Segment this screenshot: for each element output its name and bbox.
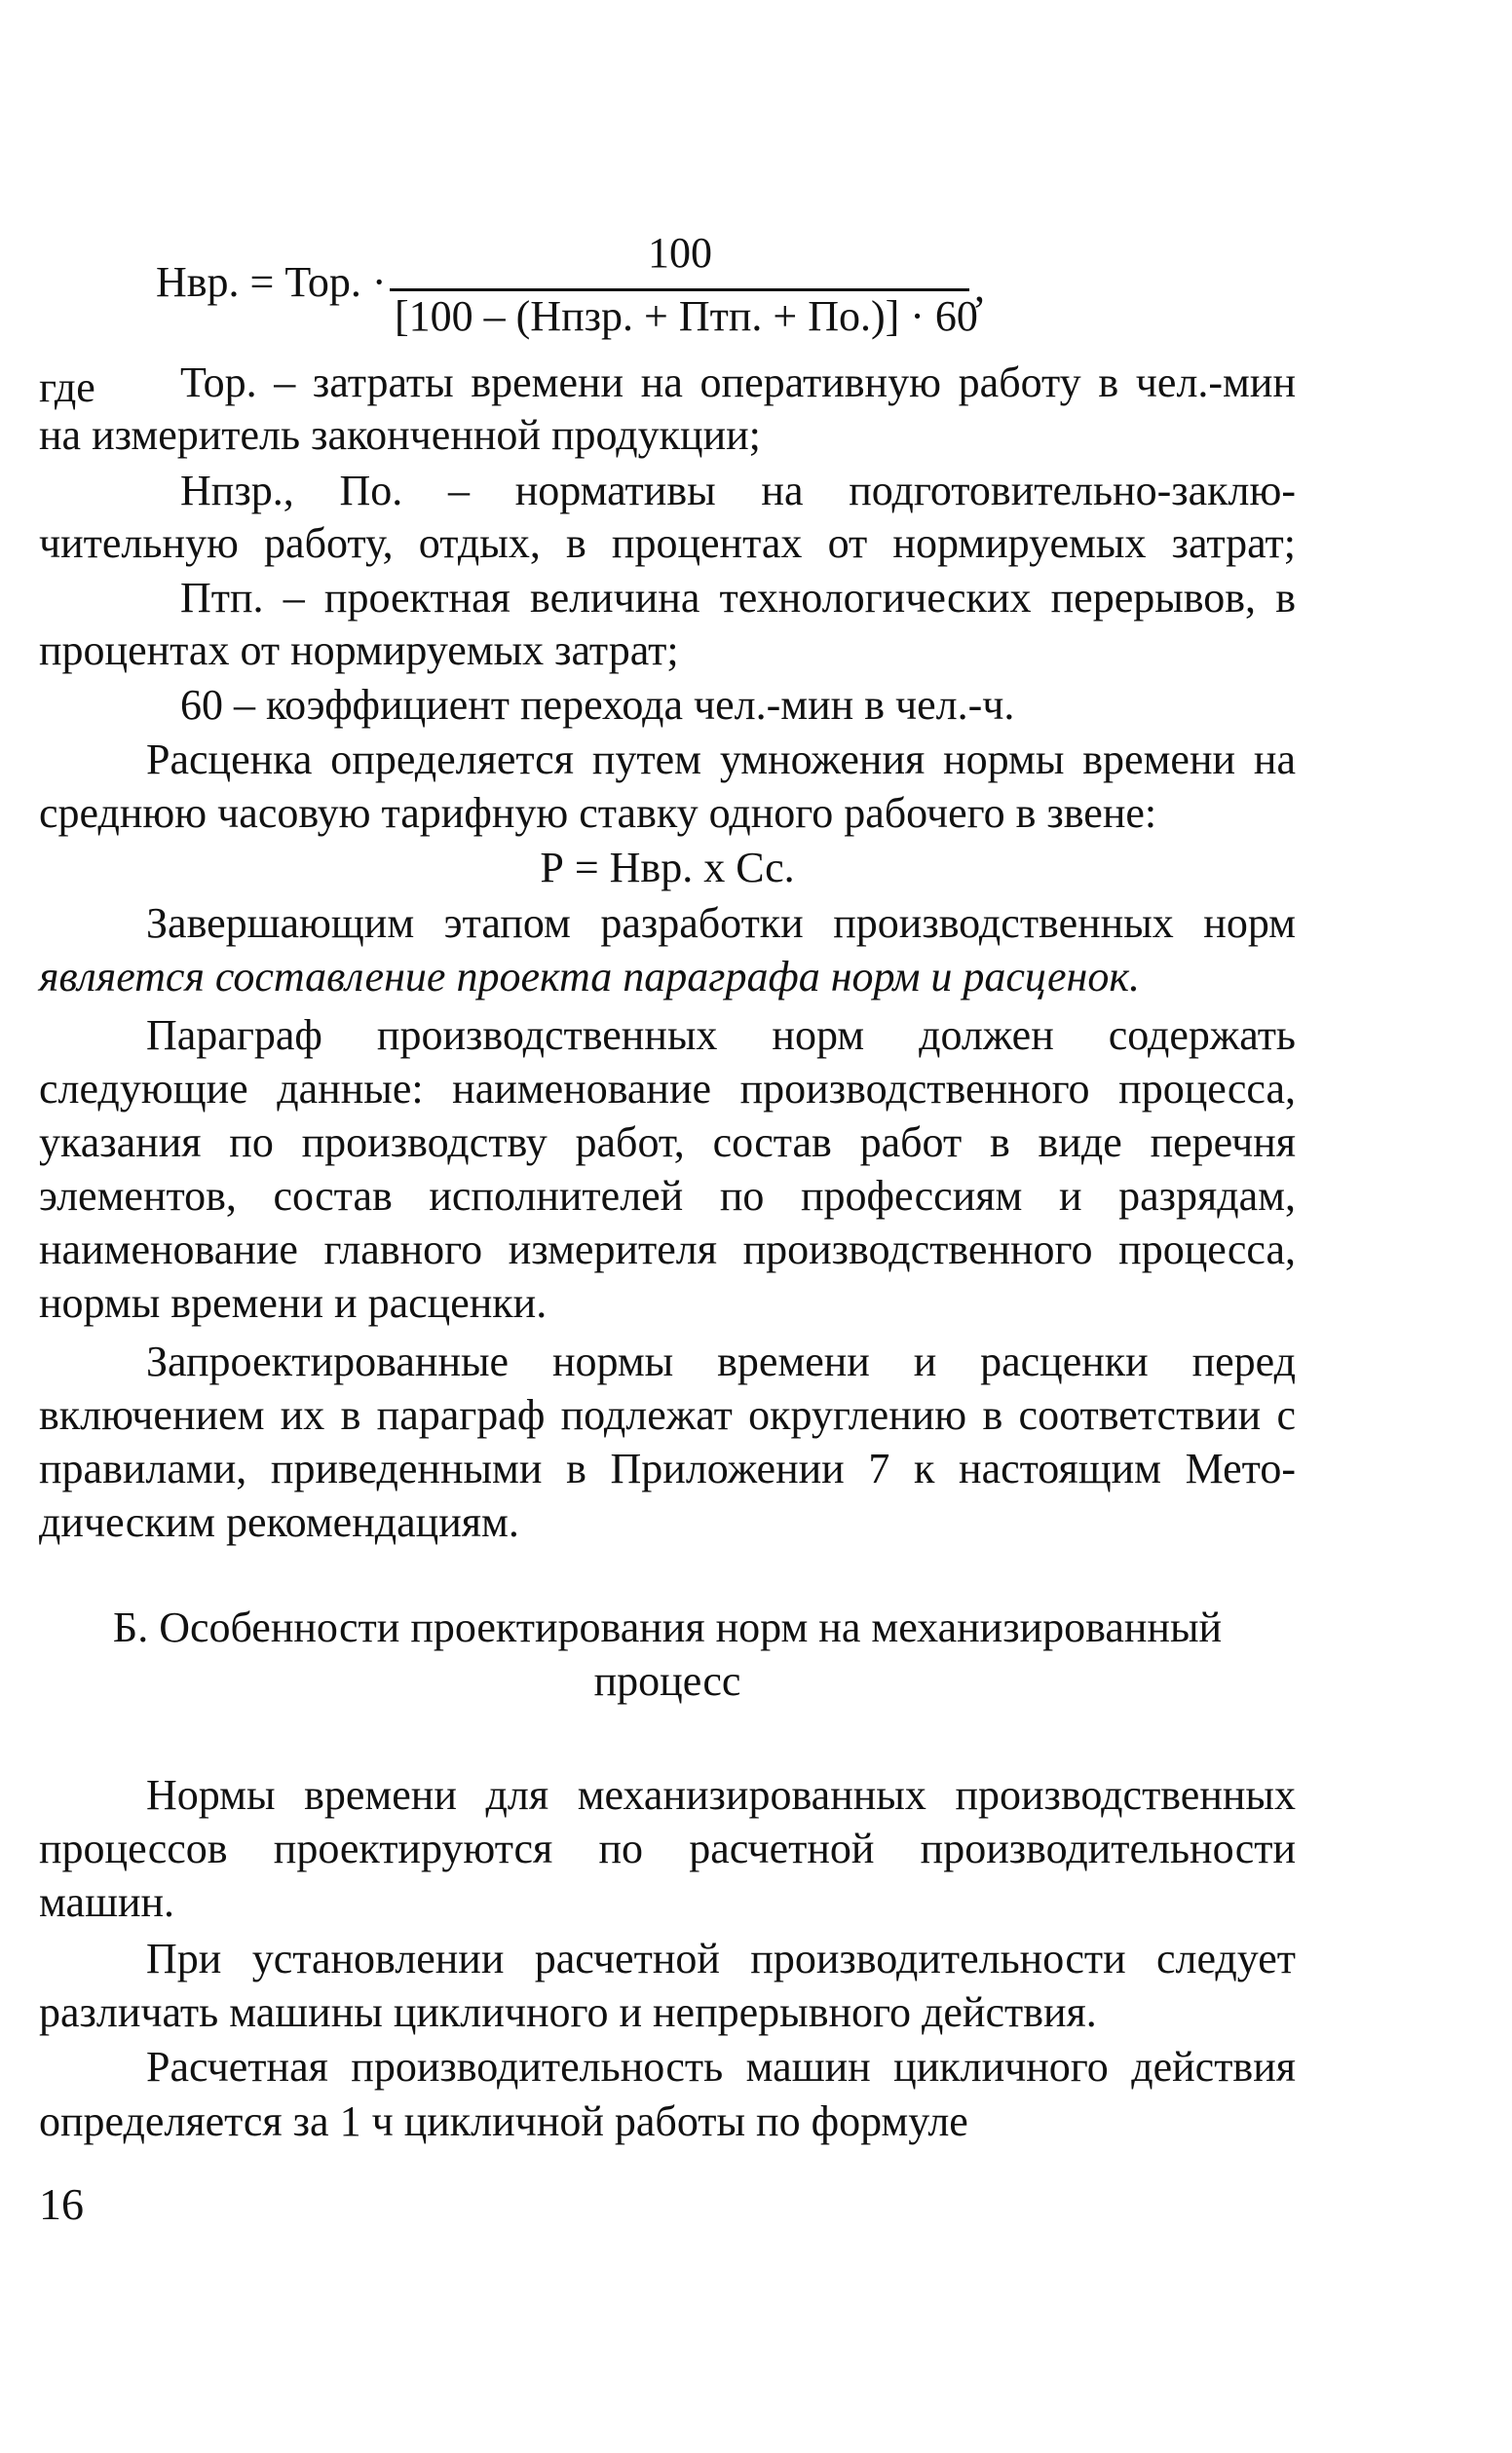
paragraph-line: Расценка определяется путем умножения нормы времени на <box>146 736 1296 783</box>
formula-rate: Р = Нвр. х Сс. <box>540 844 795 891</box>
paragraph-line: Нормы времени для механизированных производственных <box>146 1771 1296 1819</box>
paragraph-line: Расчетная производительность машин цикличного действия <box>146 2043 1296 2091</box>
def-line: 60 – коэффициент перехода чел.-мин в чел.-ч. <box>180 681 1015 729</box>
paragraph-line: является составление проекта параграфа норм и расценок. <box>39 953 1140 1000</box>
paragraph-line: указания по производству работ, состав работ в виде перечня <box>39 1118 1296 1166</box>
def-line: процентах от нормируемых затрат; <box>39 626 679 674</box>
paragraph-line: среднюю часовую тарифную ставку одного рабочего в звене: <box>39 789 1157 837</box>
paragraph-line: правилами, приведенными в Приложении 7 к настоящим Мето- <box>39 1445 1296 1492</box>
paragraph-line: различать машины цикличного и непрерывного действия. <box>39 1988 1097 2036</box>
paragraph-line: включением их в параграф подлежат округлению в соответствии с <box>39 1391 1296 1439</box>
section-heading-cont: процесс <box>593 1657 741 1705</box>
def-line: Птп. – проектная величина технологических перерывов, в <box>180 574 1296 622</box>
paragraph-line: нормы времени и расценки. <box>39 1279 548 1327</box>
formula-lhs: Нвр. = Тор. · <box>156 258 387 306</box>
paragraph-line: Завершающим этапом разработки производственных норм <box>146 899 1296 947</box>
section-heading: Б. Особенности проектирования норм на механизированный <box>112 1604 1223 1651</box>
paragraph-line: наименование главного измерителя производственного процесса, <box>39 1226 1296 1273</box>
paragraph-line: При установлении расчетной производительности следует <box>146 1935 1296 1982</box>
page-number: 16 <box>39 2179 84 2229</box>
def-line: на измеритель законченной продукции; <box>39 411 761 459</box>
formula-numerator: 100 <box>648 229 712 277</box>
paragraph-line: процессов проектируются по расчетной производительности <box>39 1825 1296 1872</box>
paragraph-line: Параграф производственных норм должен содержать <box>146 1011 1296 1059</box>
paragraph-line: машин. <box>39 1878 175 1926</box>
paragraph-line: Запроектированные нормы времени и расценки перед <box>146 1338 1296 1385</box>
paragraph-line: элементов, состав исполнителей по профессиям и разрядам, <box>39 1172 1296 1220</box>
formula-comma: , <box>974 263 985 311</box>
paragraph-line: дическим рекомендациям. <box>39 1498 519 1546</box>
where-label: где <box>39 363 95 411</box>
def-line: чительную работу, отдых, в процентах от нормируемых затрат; <box>39 519 1296 567</box>
def-line: Нпзр., По. – нормативы на подготовительно-заклю- <box>180 467 1296 514</box>
paragraph-line: определяется за 1 ч цикличной работы по формуле <box>39 2097 968 2145</box>
def-line: Тор. – затраты времени на оперативную работу в чел.-мин <box>180 359 1296 406</box>
formula-denominator: [100 – (Нпзр. + Птп. + По.)] · 60 <box>395 292 978 340</box>
fraction-bar <box>390 288 969 291</box>
paragraph-line: следующие данные: наименование производственного процесса, <box>39 1065 1296 1113</box>
